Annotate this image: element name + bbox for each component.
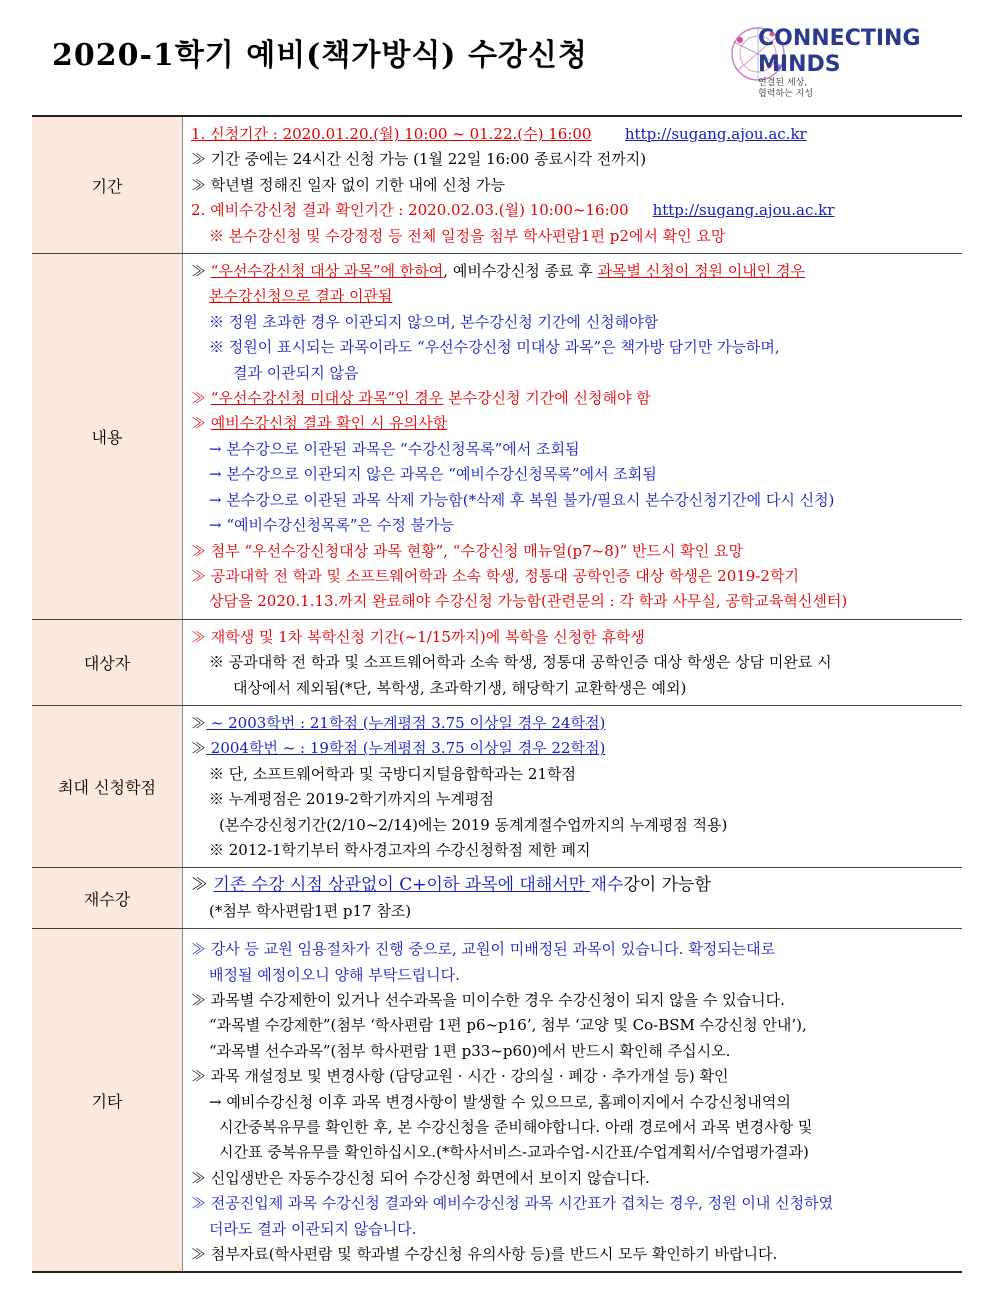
row-target xyxy=(32,619,962,705)
row-content: 1. 신청기간 : 2020.01.20.(월) 10:00 ~ 01.22.(수) 16:00 http://sugang.ajou.ac.kr ≫ 기간 중에는 24시간 신청 가능 (1월 22일 16:00 종료시각 전까지) ≫ 학년별 정해진 일자 없이 기한 내에 신청 가능 2. 예비수강신청 결과 확인기간 : 2020.02.03.(월) 10:00~16:00 http://sugang.ajou.ac.kr ※ 본수강신청 및 수강정정 등 전체 일정을 첨부 학사편람1편 p2에서 확인 요망 xyxy=(183,116,963,254)
row-label: 내용 xyxy=(32,254,183,620)
row-content: ≫ “우선수강신청 대상 과목”에 한하여, 예비수강신청 종료 후 과목별 신청이 정원 이내인 경우 본수강신청으로 결과 이관됨 ※ 정원 초과한 경우 이관되지 않으며, 본수강신청 기간에 신청해야함 ※ 정원이 표시되는 과목이라도 “우선수강신청 미대상 과목”은 책가방 담기만 가능하며, 결과 이관되지 않음 ≫ “우선수강신청 미대상 과목”인 경우 본수강신청 기간에 신청해야 함 ≫ 예비수강신청 결과 확인 시 유의사항 → 본수강으로 이관된 과목은 “수강신청목록”에서 조회됨 → 본수강으로 이관되지 않은 과목은 “예비수강신청목록”에서 조회됨 → 본수강으로 이관된 과목 삭제 가능함(*삭제 후 복원 불가/필요시 본수강신청기간에 다시 신청) → “예비수강신청목록”은 수정 불가능 ≫ 첨부 “우선수강신청대상 과목 현황”, “수강신청 매뉴얼(p7~8)” 반드시 확인 요망 ≫ 공과대학 전 학과 및 소프트웨어학과 소속 학생, 정통대 공학인증 대상 학생은 2019-2학기 상담을 2020.1.13.까지 완료해야 수강신청 가능함(관련문의 : 각 학과 사무실, 공학교육혁신센터) xyxy=(183,254,963,620)
row-retake xyxy=(32,868,962,929)
row-period xyxy=(32,116,962,254)
row-content: ≫ ~ 2003학번 : 21학점 (누계평점 3.75 이상일 경우 24학점) ≫ 2004학번 ~ : 19학점 (누계평점 3.75 이상일 경우 22학점) ※ 단, 소프트웨어학과 및 국방디지털융합학과는 21학점 ※ 누계평점은 2019-2학기까지의 누계평점 (본수강신청기간(2/10~2/14)에는 2019 동계계절수업까지의 누계평점 적용) ※ 2012-1학기부터 학사경고자의 수강신청학점 제한 폐지 xyxy=(183,705,963,867)
row-content: ≫ 기존 수강 시점 상관없이 C+이하 과목에 대해서만 재수강이 가능함 (*첨부 학사편람1편 p17 참조) xyxy=(183,868,963,929)
page-title: 2020-1학기 예비(책가방식) 수강신청 xyxy=(52,38,588,73)
row-label: 대상자 xyxy=(32,619,183,705)
connecting-minds-logo xyxy=(728,14,938,110)
logo-line1: CONNECTING xyxy=(758,26,921,51)
row-content: ≫ 재학생 및 1차 복학신청 기간(~1/15까지)에 복학을 신청한 휴학생 ※ 공과대학 전 학과 및 소프트웨어학과 소속 학생, 정통대 공학인증 대상 학생은 상담 미완료 시 대상에서 제외됨(*단, 복학생, 초과학기생, 해당학기 교환학생은 예외) xyxy=(183,619,963,705)
row-content-info xyxy=(32,254,962,620)
logo-tagline: 연결된 세상, 협력하는 지성 xyxy=(758,78,814,99)
row-label: 재수강 xyxy=(32,868,183,929)
row-label: 기간 xyxy=(32,116,183,254)
row-label: 기타 xyxy=(32,929,183,1273)
sugang-link[interactable]: http://sugang.ajou.ac.kr xyxy=(624,125,807,143)
logo-line2: MINDS xyxy=(758,52,841,77)
row-label: 최대 신청학점 xyxy=(32,705,183,867)
row-content: ≫ 강사 등 교원 임용절차가 진행 중으로, 교원이 미배정된 과목이 있습니다. 확정되는대로 배정될 예정이오니 양해 부탁드립니다. ≫ 과목별 수강제한이 있거나 선수과목을 미이수한 경우 수강신청이 되지 않을 수 있습니다. “과목별 수강제한”(첨부 ‘학사편람 1편 p6~p16’, 첨부 ‘교양 및 Co-BSM 수강신청 안내’), “과목별 선수과목”(첨부 학사편람 1편 p33~p60)에서 반드시 확인해 주십시오. ≫ 과목 개설정보 및 변경사항 (담당교원 · 시간 · 강의실 · 폐강 · 추가개설 등) 확인 → 예비수강신청 이후 과목 변경사항이 발생할 수 있으므로, 홈페이지에서 수강신청내역의 시간중복유무를 확인한 후, 본 수강신청을 준비해야합니다. 아래 경로에서 과목 변경사항 및 시간표 중복유무를 확인하십시오.(*학사서비스-교과수업-시간표/수업계획서/수업평가결과) ≫ 신입생반은 자동수강신청 되어 수강신청 화면에서 보이지 않습니다. ≫ 전공진입제 과목 수강신청 결과와 예비수강신청 과목 시간표가 겹치는 경우, 정원 이내 신청하였 더라도 결과 이관되지 않습니다. ≫ 첨부자료(학사편람 및 학과별 수강신청 유의사항 등)를 반드시 모두 확인하기 바랍니다. xyxy=(183,929,963,1273)
sugang-link[interactable]: http://sugang.ajou.ac.kr xyxy=(652,201,835,220)
row-credits xyxy=(32,705,962,867)
row-etc xyxy=(32,929,962,1273)
info-table xyxy=(32,115,962,1273)
